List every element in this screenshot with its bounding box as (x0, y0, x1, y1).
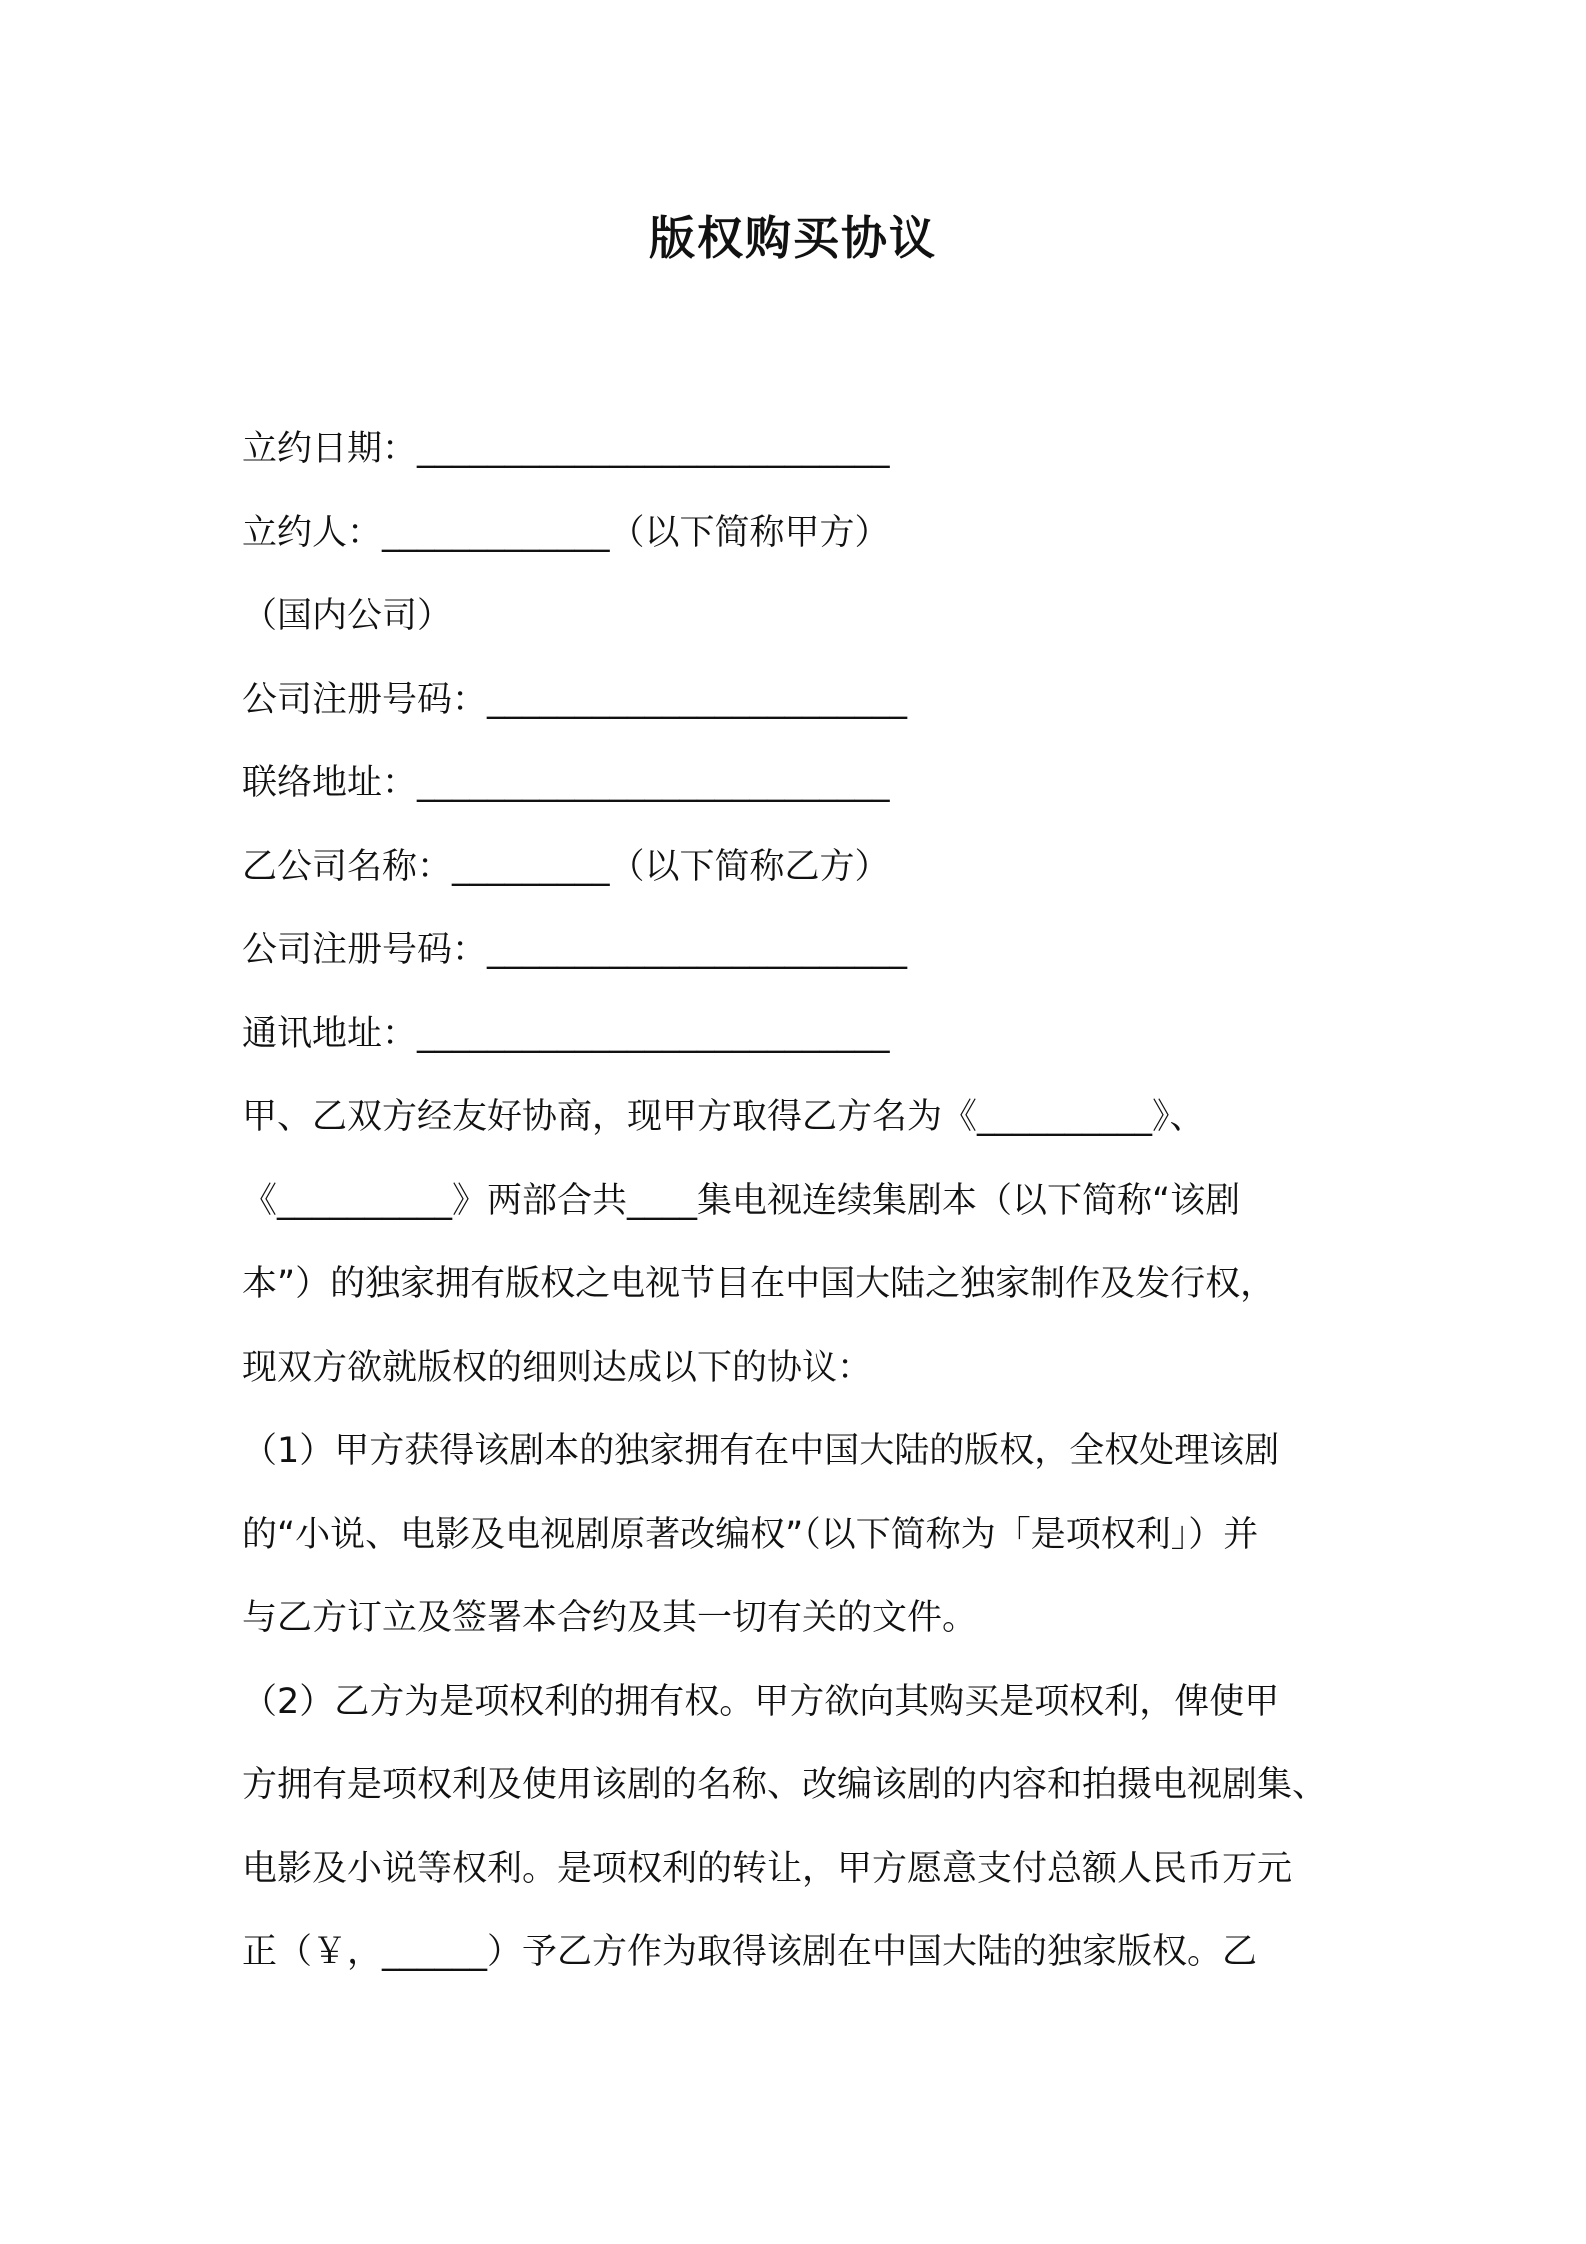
contract-date-field: 立约日期：___________________________ (242, 429, 890, 469)
party-b-field: 乙公司名称：_________（以下简称乙方） (242, 846, 890, 887)
clause-2-line: 电影及小说等权利。是项权利的转让，甲方愿意支付总额人民币万元 (242, 1848, 1293, 1889)
party-a-type: （国内公司） (242, 596, 453, 636)
party-b-address-field: 通讯地址：___________________________ (242, 1013, 890, 1054)
party-a-registration-field: 公司注册号码：________________________ (242, 679, 908, 720)
preamble-line: 现双方欲就版权的细则达成以下的协议： (242, 1347, 873, 1388)
party-b-registration-field: 公司注册号码：________________________ (242, 930, 908, 970)
clause-2-line: 正（￥，______）予乙方作为取得该剧在中国大陆的独家版权。乙 (242, 1932, 1258, 1972)
document-body (242, 408, 1372, 1995)
document-title: 版权购买协议 (649, 211, 937, 265)
clause-2-line: （2）乙方为是项权利的拥有权。甲方欲向其购买是项权利，俾使甲 (242, 1681, 1280, 1722)
preamble-line: 甲、乙双方经友好协商，现甲方取得乙方名为《__________》、 (242, 1097, 1205, 1137)
clause-1-line: （1）甲方获得该剧本的独家拥有在中国大陆的版权，全权处理该剧 (242, 1431, 1280, 1471)
party-a-field: 立约人：_____________（以下简称甲方） (242, 512, 890, 553)
preamble-line: 《__________》两部合共____集电视连续集剧本（以下简称“该剧 (242, 1180, 1241, 1221)
preamble-line: 本”）的独家拥有版权之电视节目在中国大陆之独家制作及发行权， (242, 1264, 1276, 1304)
clause-1-line: 的“小说、电影及电视剧原著改编权”（以下简称为「是项权利」）并 (242, 1514, 1259, 1555)
clause-2-line: 方拥有是项权利及使用该剧的名称、改编该剧的内容和拍摄电视剧集、 (242, 1765, 1328, 1805)
party-a-address-field: 联络地址：___________________________ (242, 763, 890, 803)
clause-1-line: 与乙方订立及签署本合约及其一切有关的文件。 (242, 1598, 978, 1638)
